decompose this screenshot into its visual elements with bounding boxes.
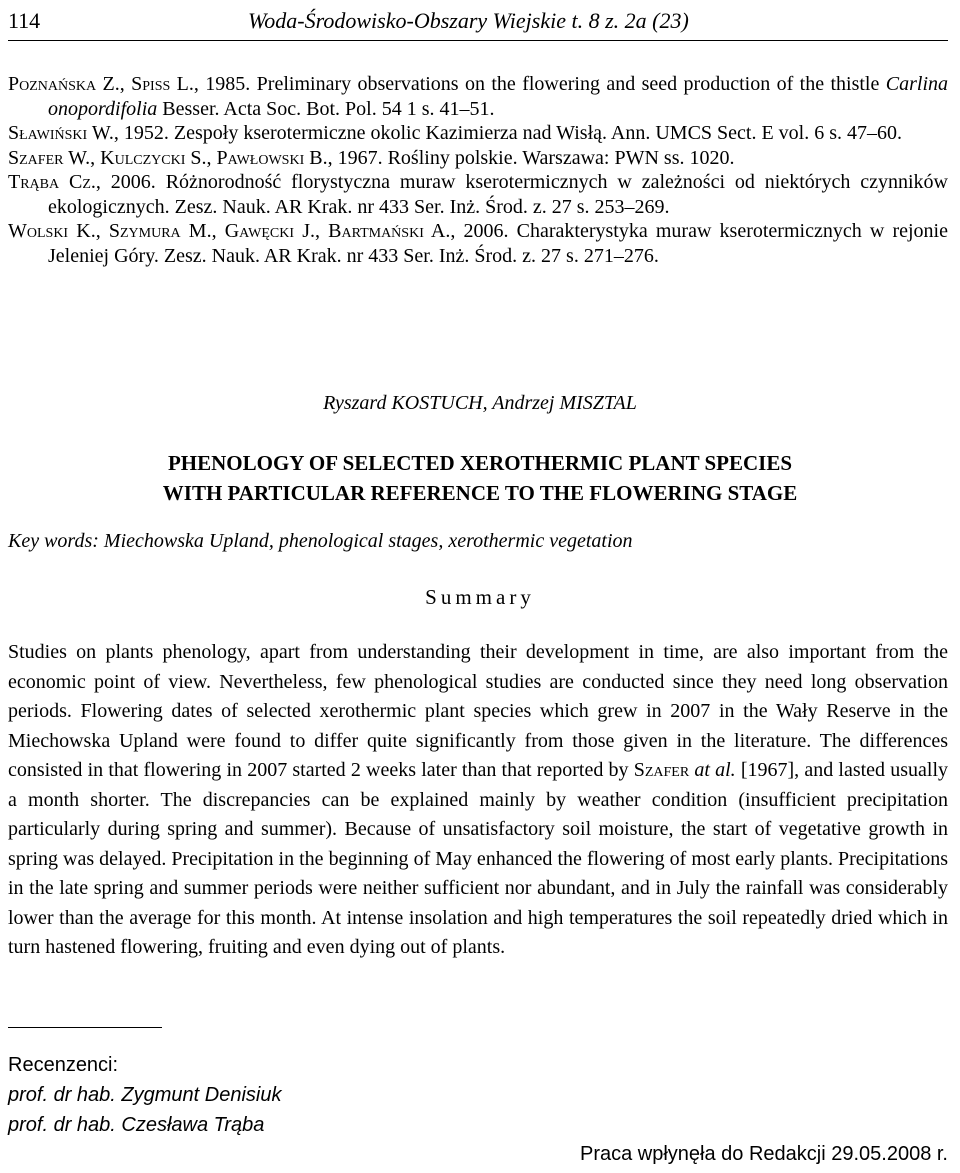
- summary-et-al: at al.: [694, 759, 736, 781]
- reference-species: Carlina onopordifolia: [48, 73, 949, 120]
- summary-text-cont: [1967], and lasted usually a month shorter. The discrepancies can be explained mainly by weather condition (insufficient precipitation particularly during spring and summer). Because of unsatisfactory soil moisture, the start of vegetative growth in spring was delayed. Precipitation in the beginning of May enhanced the flowering of most early plants. Precipitations in the late spring and summer periods were neither sufficient nor abundant, and in July the rainfall was considerably lower than the average for this month. At intense insolation and high temperatures the soil repeatedly dried which in turn hastened flowering, fruiting and even dying out of plants.: [8, 759, 948, 958]
- article-title-line-1: PHENOLOGY OF SELECTED XEROTHERMIC PLANT SPECIES: [167, 451, 793, 475]
- received-date: Praca wpłynęła do Redakcji 29.05.2008 r.: [579, 1143, 948, 1165]
- reference-text: , 1967. Rośliny polskie. Warszawa: PWN ss. 1020.: [327, 146, 735, 169]
- summary-text: Studies on plants phenology, apart from understanding their development in time, are also important from the economic point of view. Nevertheless, few phenological studies are conducted since they need long observation periods. Flowering dates of selected xerothermic plant species which grew in 2007 in the Wały Reserve in the Miechowska Upland were found to differ quite significantly from those given in the literature. The differences consisted in that flowering in 2007 started 2 weeks later than that reported by: [8, 641, 948, 781]
- reviewer-name: prof. dr hab. Czesława Trąba: [8, 1114, 265, 1136]
- header-rule: [8, 40, 948, 41]
- summary-paragraph: [8, 638, 948, 963]
- article-authors: Ryszard KOSTUCH, Andrzej MISZTAL: [323, 392, 637, 414]
- reviewers-label: Recenzenci:: [8, 1054, 119, 1076]
- reference-text: , 1952. Zespoły kserotermiczne okolic Kazimierza nad Wisłą. Ann. UMCS Sect. E vol. 6 s. 47–60.: [113, 122, 903, 144]
- reference-text: , 2006. Charakterystyka muraw kserotermicznych w rejonie Jeleniej Góry. Zesz. Nauk. AR Krak. nr 433 Ser. Inż. Środ. z. 27 s. 271–276.: [48, 220, 948, 267]
- summary-heading: Summary: [425, 585, 535, 609]
- reference-text: , 2006. Różnorodność florystyczna muraw kserotermicznych w zależności od niektórych czynników ekologicznych. Zesz. Nauk. AR Krak. nr 433 Ser. Inż. Środ. z. 27 s. 253–269.: [48, 171, 948, 218]
- reviewers: [8, 1050, 281, 1140]
- article-title: [0, 448, 960, 508]
- summary-cited-author: Szafer: [633, 759, 690, 781]
- footnote-rule: [8, 1027, 162, 1028]
- page-number: 114: [8, 8, 41, 33]
- reference-item: [8, 121, 948, 146]
- reference-list: [8, 72, 948, 268]
- reviewer-name: prof. dr hab. Zygmunt Denisiuk: [8, 1084, 282, 1106]
- article-title-line-2: WITH PARTICULAR REFERENCE TO THE FLOWERING STAGE: [162, 481, 798, 505]
- reference-authors: Trąba Cz.: [8, 171, 96, 193]
- journal-title: Woda-Środowisko-Obszary Wiejskie t. 8 z. 2a (23): [248, 8, 689, 33]
- reference-authors: Poznańska Z., Spiss L.: [8, 73, 194, 95]
- reference-authors: Szafer W., Kulczycki S., Pawłowski B.: [8, 146, 328, 169]
- reference-text-cont: Besser. Acta Soc. Bot. Pol. 54 1 s. 41–51.: [157, 97, 495, 120]
- page-header: [8, 4, 948, 40]
- reference-item: [8, 170, 948, 219]
- reference-item: [8, 72, 948, 121]
- reference-item: [8, 219, 948, 268]
- keywords: Key words: Miechowska Upland, phenological stages, xerothermic vegetation: [8, 530, 633, 552]
- reference-text: , 1985. Preliminary observations on the flowering and seed production of the thistle: [193, 73, 886, 95]
- reference-authors: Sławiński W.: [8, 122, 114, 144]
- reference-authors: Wolski K., Szymura M., Gawęcki J., Bartmański A.: [8, 220, 451, 242]
- reference-item: [8, 146, 948, 171]
